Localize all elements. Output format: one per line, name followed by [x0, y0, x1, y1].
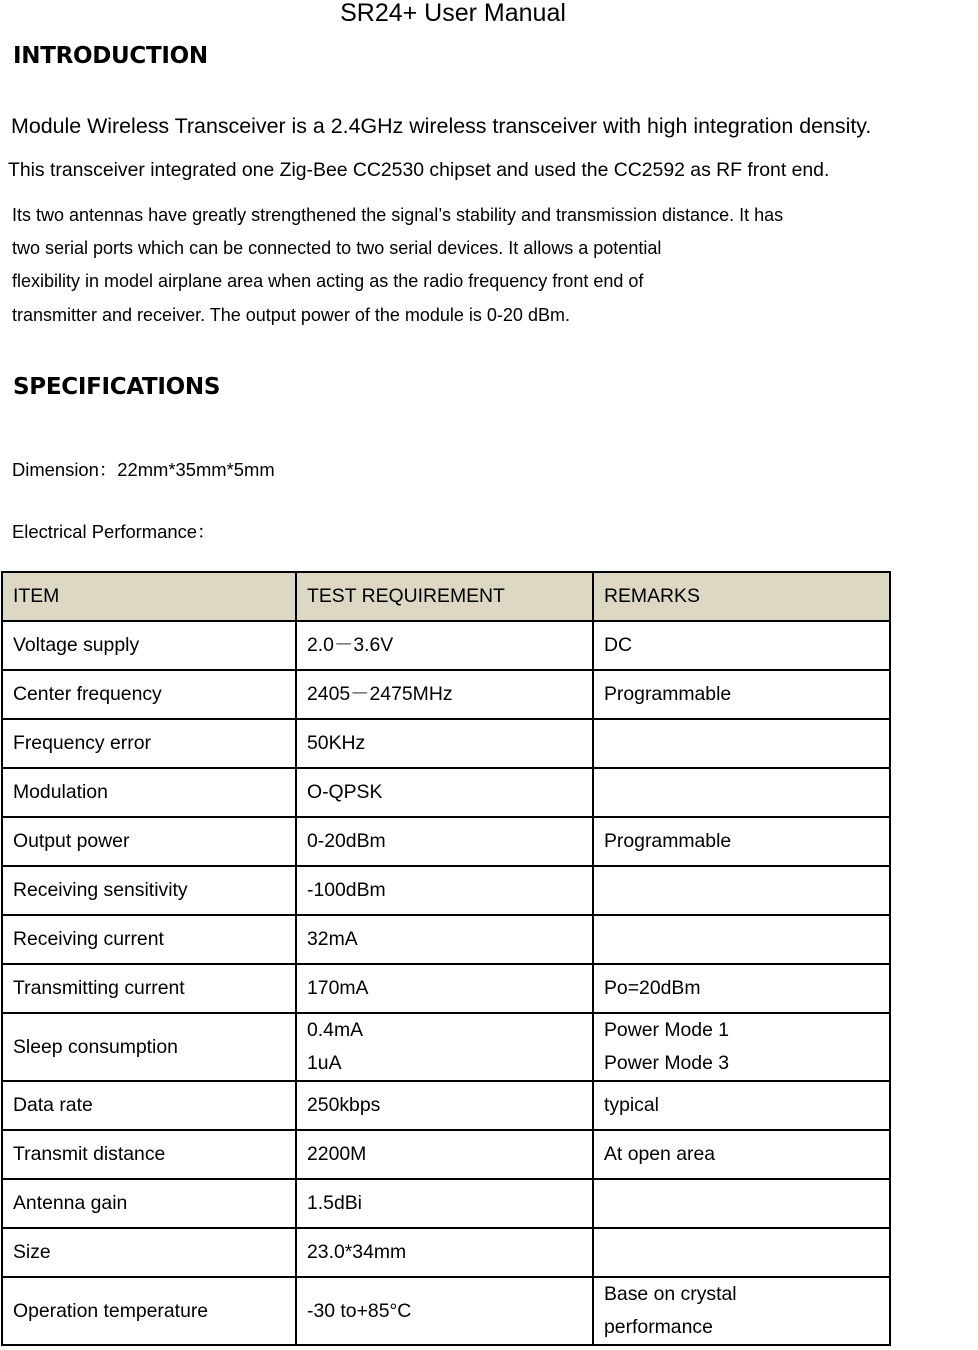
item-cell: Frequency error: [2, 719, 296, 768]
requirement-cell: O-QPSK: [296, 768, 593, 817]
item-cell: Antenna gain: [2, 1179, 296, 1228]
item-cell: Transmitting current: [2, 964, 296, 1013]
electrical-performance-label: Electrical Performance：: [12, 521, 216, 542]
dimension-text: Dimension：22mm*35mm*5mm: [12, 459, 275, 480]
requirement-cell: 170mA: [296, 964, 593, 1013]
table-row: [2, 915, 890, 964]
requirement-cell: 1.5dBi: [296, 1179, 593, 1228]
column-header-item: ITEM: [2, 572, 296, 621]
requirement-line: 0.4mA: [307, 1019, 364, 1041]
requirement-cell: 23.0*34mm: [296, 1228, 593, 1277]
table-row: [2, 1179, 890, 1228]
remarks-cell: [593, 915, 890, 964]
remarks-cell: [593, 1277, 890, 1345]
item-cell: Center frequency: [2, 670, 296, 719]
table-header-row: [2, 572, 890, 621]
specifications-heading: SPECIFICATIONS: [13, 374, 221, 400]
remarks-line: Base on crystal: [604, 1283, 737, 1305]
requirement-cell: 2405－2475MHz: [296, 670, 593, 719]
item-cell: Data rate: [2, 1081, 296, 1130]
table-row: [2, 817, 890, 866]
table-row: [2, 621, 890, 670]
remarks-cell: Po=20dBm: [593, 964, 890, 1013]
requirement-cell: -30 to+85°C: [296, 1277, 593, 1345]
column-header-test-requirement: TEST REQUIREMENT: [296, 572, 593, 621]
intro-paragraph-line: Module Wireless Transceiver is a 2.4GHz wireless transceiver with high integration density.: [11, 114, 872, 138]
item-cell: Receiving current: [2, 915, 296, 964]
item-cell: Operation temperature: [2, 1277, 296, 1345]
item-cell: Output power: [2, 817, 296, 866]
remarks-cell: [593, 866, 890, 915]
electrical-performance-table: [1, 571, 891, 1346]
remarks-cell: Programmable: [593, 817, 890, 866]
remarks-cell: [593, 1179, 890, 1228]
table-row: [2, 1228, 890, 1277]
item-cell: Size: [2, 1228, 296, 1277]
document-title: SR24+ User Manual: [340, 0, 566, 27]
introduction-heading: INTRODUCTION: [13, 43, 208, 69]
table-row: [2, 1277, 890, 1345]
table-row: [2, 1081, 890, 1130]
requirement-cell: -100dBm: [296, 866, 593, 915]
requirement-line: 1uA: [307, 1052, 342, 1074]
requirement-cell: 250kbps: [296, 1081, 593, 1130]
requirement-cell: 32mA: [296, 915, 593, 964]
remarks-cell: [593, 768, 890, 817]
remarks-cell: At open area: [593, 1130, 890, 1179]
item-cell: Receiving sensitivity: [2, 866, 296, 915]
item-cell: Sleep consumption: [2, 1013, 296, 1081]
table-row: [2, 670, 890, 719]
table-row: [2, 964, 890, 1013]
requirement-cell: [296, 1013, 593, 1081]
table-row: [2, 1013, 890, 1081]
table-row: [2, 866, 890, 915]
remarks-cell: typical: [593, 1081, 890, 1130]
remarks-line: Power Mode 1: [604, 1019, 730, 1041]
requirement-cell: 2.0－3.6V: [296, 621, 593, 670]
item-cell: Transmit distance: [2, 1130, 296, 1179]
remarks-cell: Programmable: [593, 670, 890, 719]
intro-paragraph-line: flexibility in model airplane area when acting as the radio frequency front end of: [12, 271, 644, 291]
remarks-line: performance: [604, 1316, 713, 1338]
table-row: [2, 719, 890, 768]
table-row: [2, 768, 890, 817]
remarks-line: Power Mode 3: [604, 1052, 730, 1074]
column-header-remarks: REMARKS: [593, 572, 890, 621]
intro-paragraph-line: Its two antennas have greatly strengthened the signal’s stability and transmission distance. It has: [12, 205, 784, 225]
requirement-cell: 0-20dBm: [296, 817, 593, 866]
requirement-cell: 50KHz: [296, 719, 593, 768]
remarks-cell: [593, 1228, 890, 1277]
remarks-cell: [593, 719, 890, 768]
intro-paragraph-line: This transceiver integrated one Zig-Bee CC2530 chipset and used the CC2592 as RF front end.: [8, 159, 830, 181]
intro-paragraph-line: two serial ports which can be connected to two serial devices. It allows a potential: [12, 238, 662, 258]
item-cell: Voltage supply: [2, 621, 296, 670]
remarks-cell: DC: [593, 621, 890, 670]
requirement-cell: 2200M: [296, 1130, 593, 1179]
table-row: [2, 1130, 890, 1179]
remarks-cell: [593, 1013, 890, 1081]
item-cell: Modulation: [2, 768, 296, 817]
intro-paragraph-line: transmitter and receiver. The output power of the module is 0-20 dBm.: [12, 305, 570, 325]
